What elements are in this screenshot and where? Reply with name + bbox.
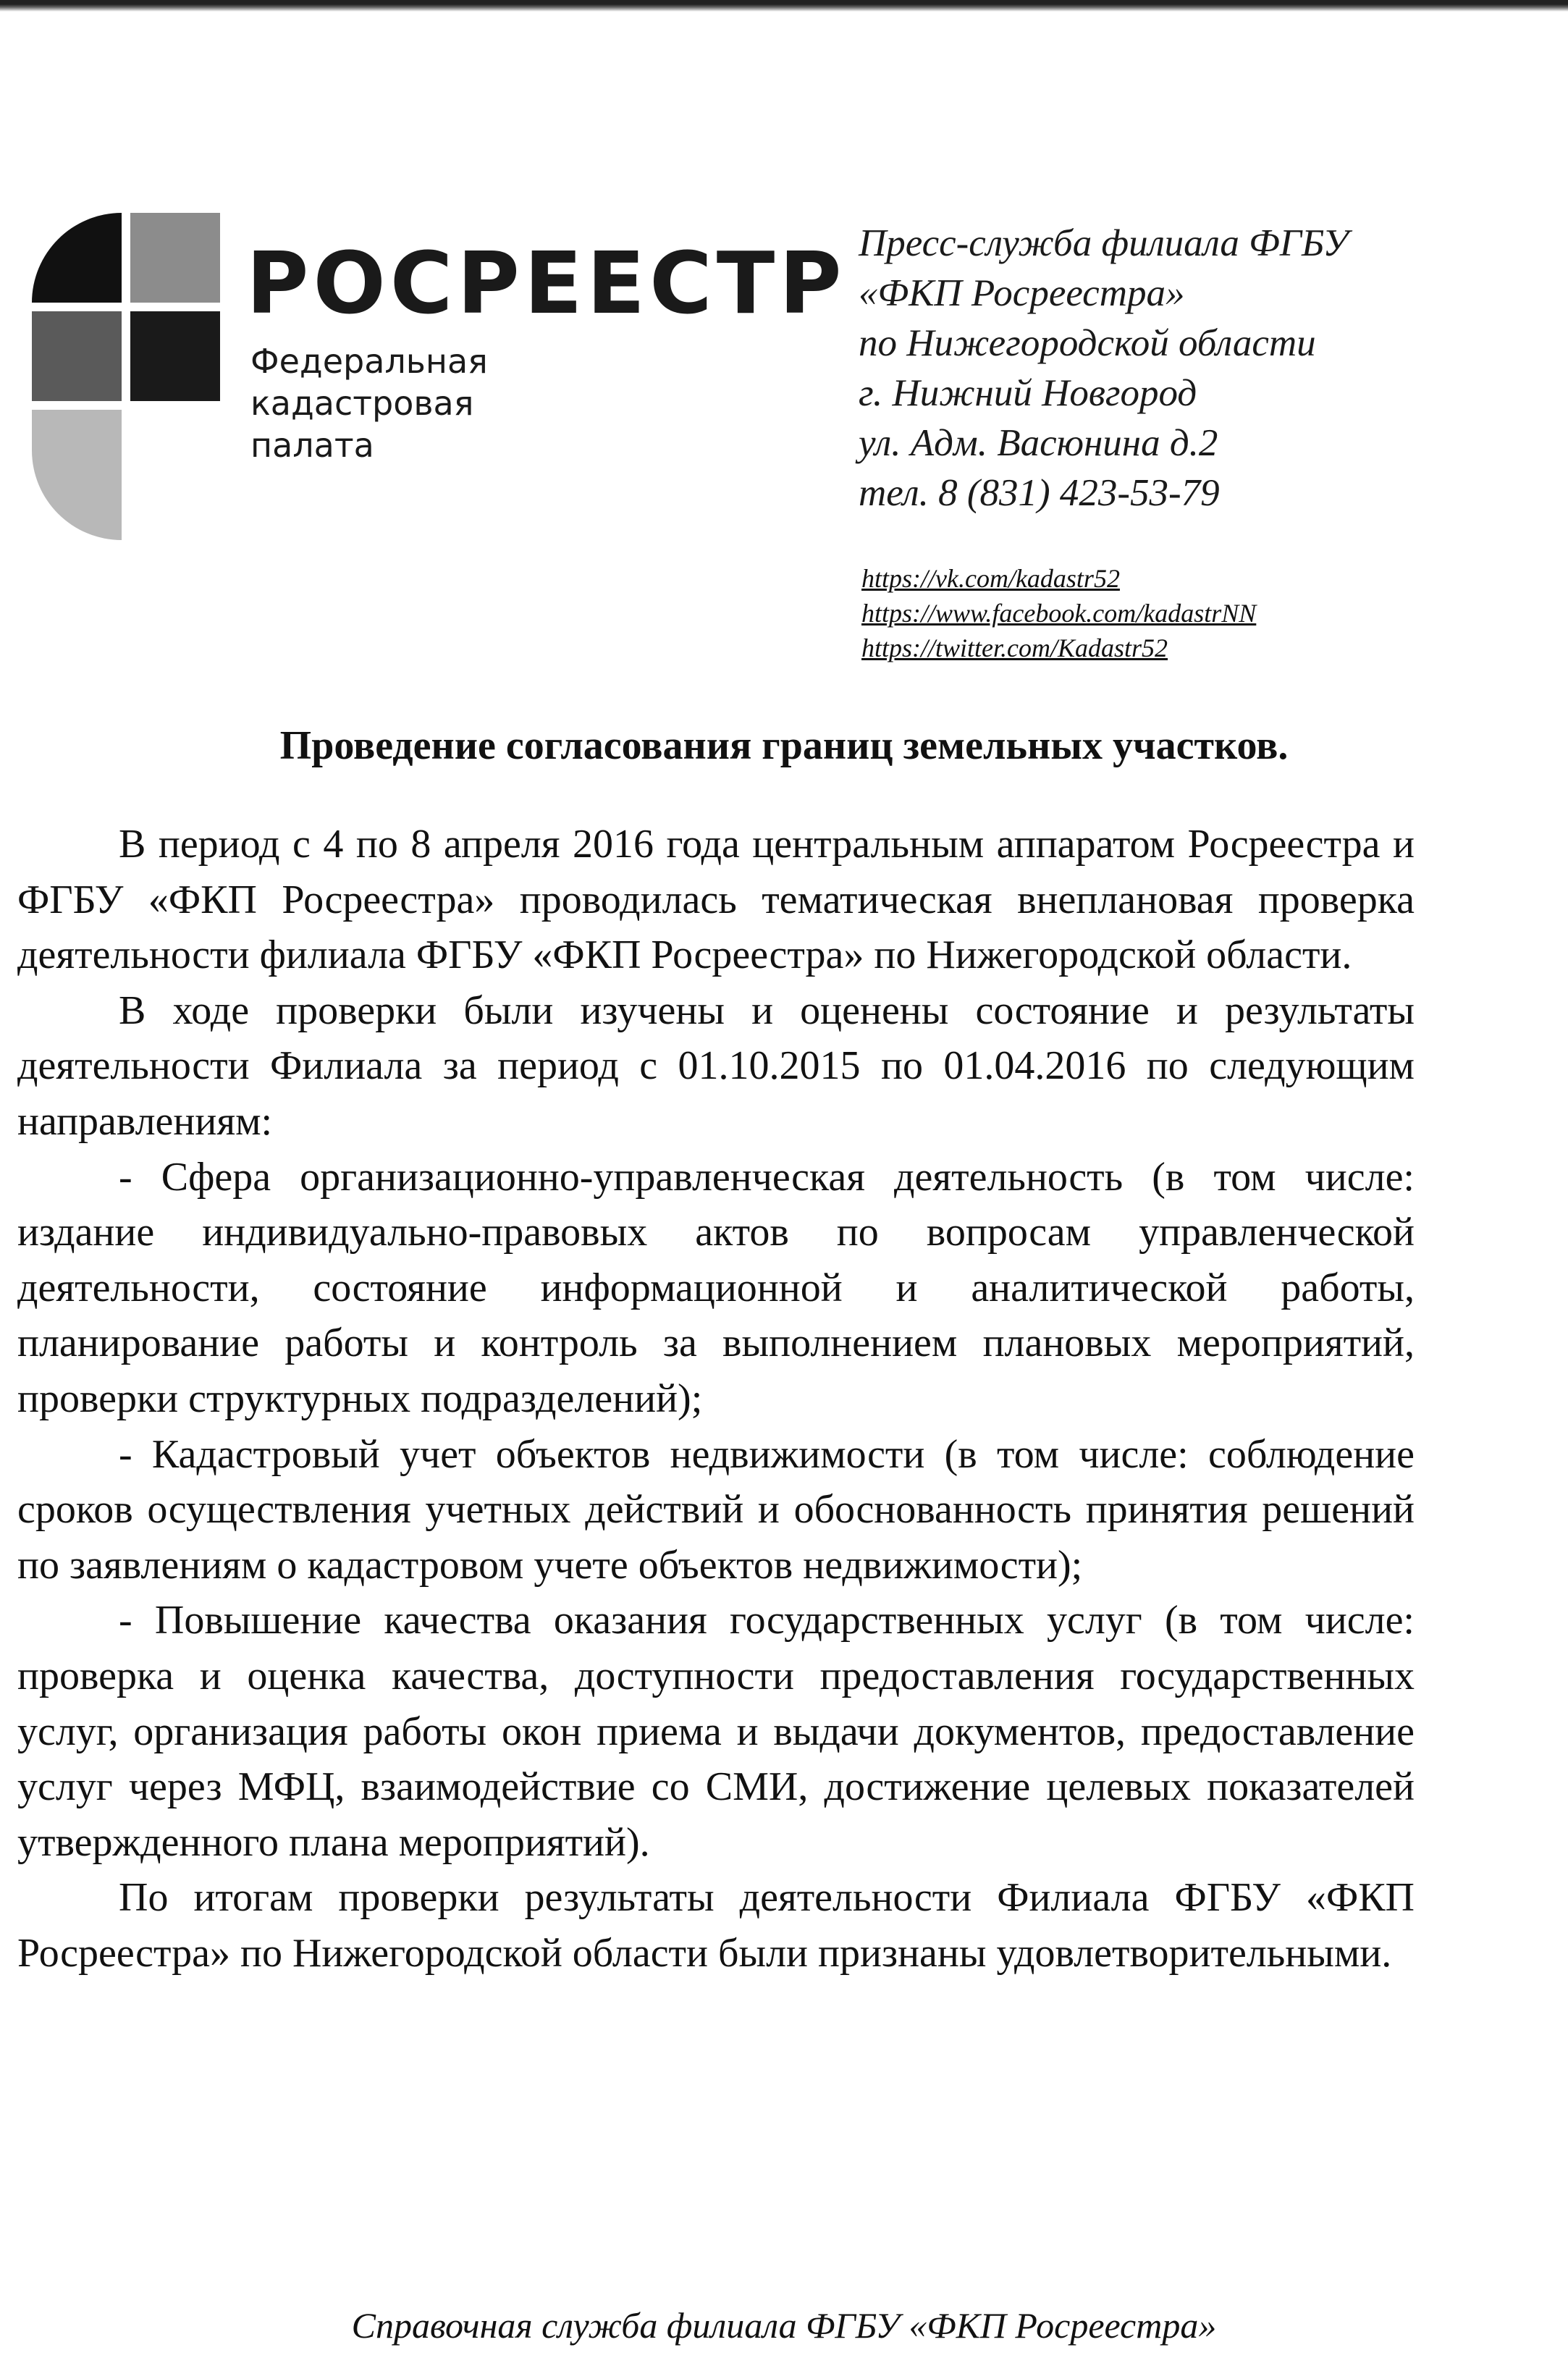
logo-subtitle	[250, 340, 488, 466]
article-list-item: - Повышение качества оказания государственных услуг (в том числе: проверка и оценка качества, доступности предоставления государственных услуг, организация работы окон приема и выдачи документов, предоставление услуг через МФЦ, взаимодействие со СМИ, достижение целевых показателей утвержденного плана мероприятий).	[17, 1598, 1415, 1865]
social-links	[861, 561, 1256, 665]
logo-subtitle-line: палата	[250, 426, 374, 465]
rosreestr-logo	[29, 210, 846, 557]
footer-signature: Справочная служба филиала ФГБУ «ФКП Росреестра»	[351, 2305, 1217, 2346]
article-paragraph: В ходе проверки были изучены и оценены состояние и результаты деятельности Филиала за период с 01.10.2015 по 01.04.2016 по следующим направлениям:	[17, 987, 1415, 1144]
article-title: Проведение согласования границ земельных участков.	[279, 723, 1289, 768]
article-paragraph: В период с 4 по 8 апреля 2016 года центральным аппаратом Росреестра и ФГБУ «ФКП Росреестра» проводилась тематическая внеплановая проверка деятельности филиала ФГБУ «ФКП Росреестра» по Нижегородской области.	[17, 822, 1415, 978]
article-body	[17, 817, 1415, 1981]
vk-link[interactable]: https://vk.com/kadastr52	[861, 564, 1120, 593]
article-list-item: - Сфера организационно-управленческая деятельность (в том числе: издание индивидуально-правовых актов по вопросам управленческой деятельности, состояние информационной и аналитической работы, планирование работы и контроль за выполнением плановых мероприятий, проверки структурных подразделений);	[17, 1154, 1415, 1421]
contact-line: ул. Адм. Васюнина д.2	[859, 422, 1218, 464]
logo-subtitle-line: Федеральная	[250, 342, 488, 381]
article-paragraph: По итогам проверки результаты деятельности Филиала ФГБУ «ФКП Росреестра» по Нижегородской области были признаны удовлетворительными.	[17, 1875, 1415, 1976]
article-list-item: - Кадастровый учет объектов недвижимости (в том числе: соблюдение сроков осуществления учетных действий и обоснованность принятия решений по заявлениям о кадастровом учете объектов недвижимости);	[17, 1431, 1415, 1588]
top-scan-edge	[0, 0, 1568, 12]
contact-line: Пресс-служба филиала ФГБУ	[859, 222, 1349, 264]
rosreestr-emblem-icon	[29, 210, 232, 543]
logo-subtitle-line: кадастровая	[250, 384, 474, 423]
logo-title: РОСРЕЕСТР	[246, 233, 846, 333]
contact-line: по Нижегородской области	[859, 322, 1316, 364]
facebook-link[interactable]: https://www.facebook.com/kadastrNN	[861, 599, 1257, 628]
emblem-top-right-quadrant	[130, 213, 220, 303]
twitter-link[interactable]: https://twitter.com/Kadastr52	[861, 633, 1168, 662]
emblem-lower-bar	[32, 410, 122, 540]
contact-line: г. Нижний Новгород	[859, 372, 1197, 414]
contact-phone: тел. 8 (831) 423-53-79	[859, 472, 1220, 514]
emblem-middle-right-quadrant	[130, 311, 220, 401]
press-service-contacts	[859, 219, 1539, 518]
emblem-top-left-quadrant	[32, 213, 122, 303]
contact-line: «ФКП Росреестра»	[859, 272, 1185, 314]
emblem-middle-left-quadrant	[32, 311, 122, 401]
